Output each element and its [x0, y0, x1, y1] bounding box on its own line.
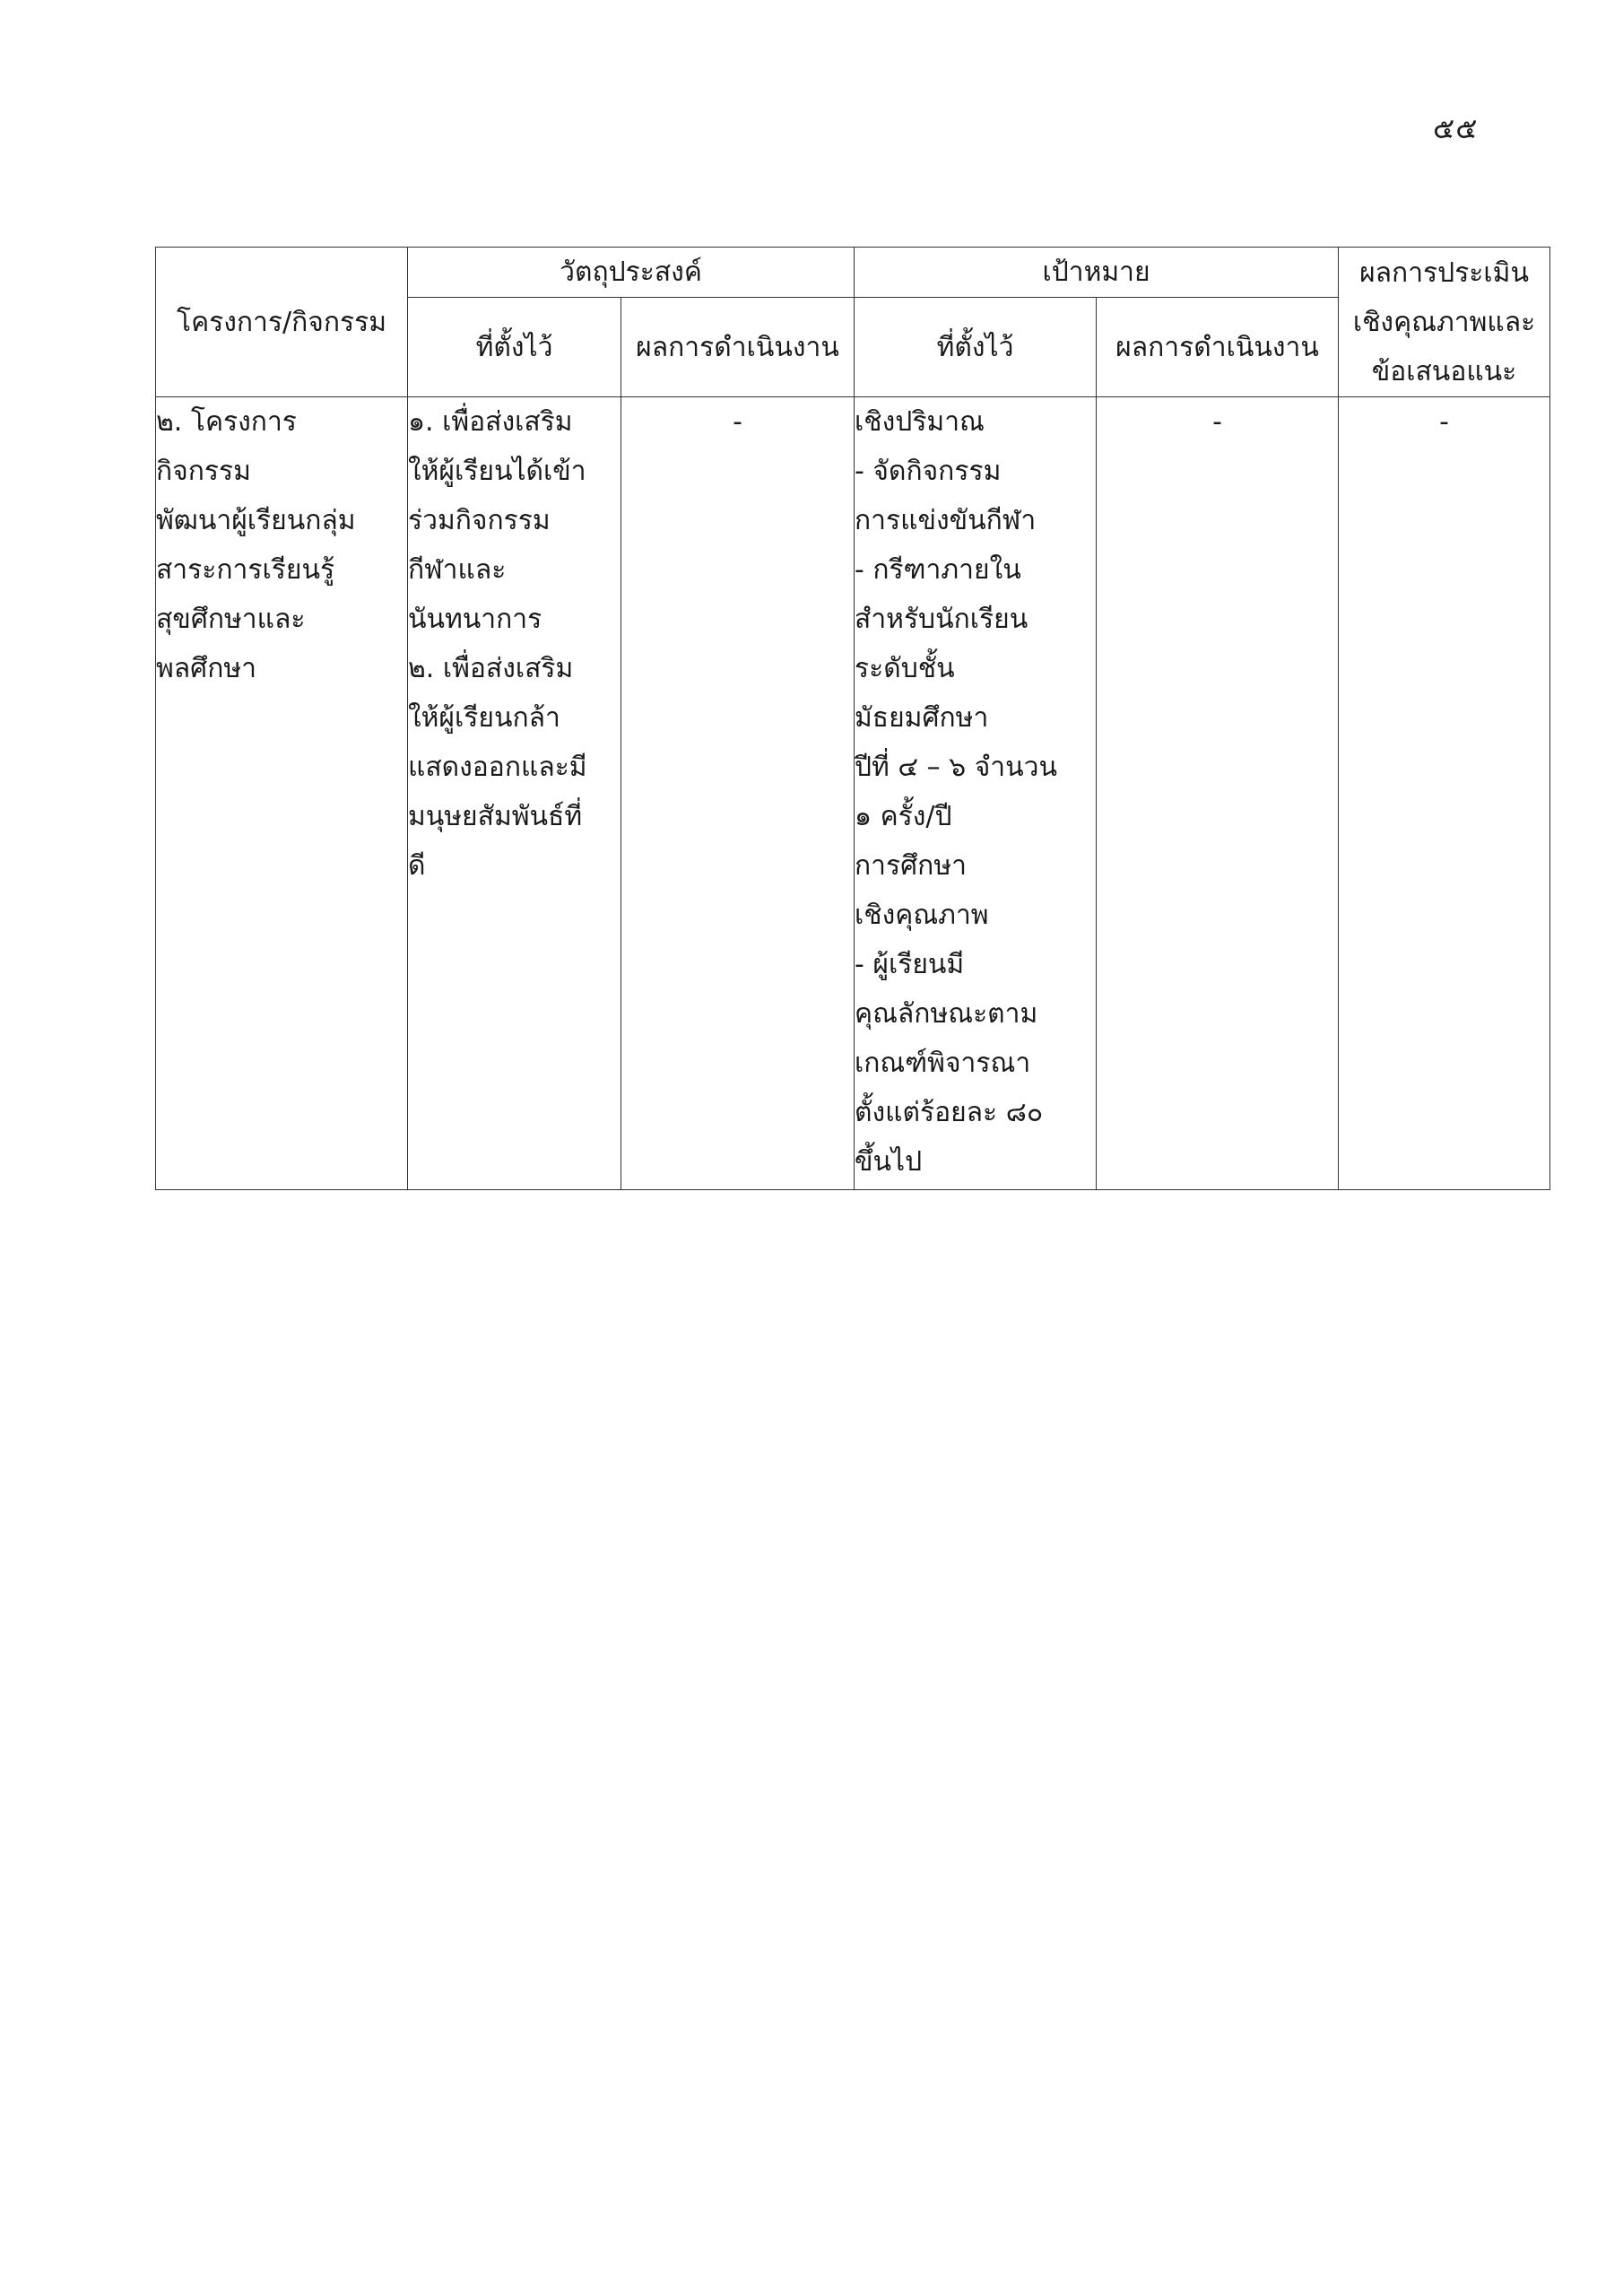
- target-line: เชิงปริมาณ: [855, 406, 985, 438]
- target-line: ๑ ครั้ง/ปี: [855, 801, 952, 832]
- cell-target-result: -: [1097, 397, 1339, 1190]
- objective-line: กีฬาและ: [408, 554, 507, 586]
- objective-line: ให้ผู้เรียนได้เข้า: [408, 456, 586, 487]
- target-line: สำหรับนักเรียน: [855, 604, 1028, 635]
- target-line: ระดับชั้น: [855, 653, 955, 684]
- header-objective-set: ที่ตั้งไว้: [408, 298, 621, 397]
- header-target: เป้าหมาย: [855, 248, 1339, 298]
- header-evaluation: [1339, 248, 1550, 397]
- header-evaluation-line: ผลการประเมิน: [1359, 257, 1529, 289]
- project-line: พลศึกษา: [156, 653, 256, 684]
- header-objective-result: ผลการดำเนินงาน: [621, 298, 855, 397]
- target-line: เชิงคุณภาพ: [855, 900, 989, 931]
- target-line: เกณฑ์พิจารณา: [855, 1048, 1031, 1079]
- project-line: สาระการเรียนรู้: [156, 554, 335, 586]
- header-project: โครงการ/กิจกรรม: [156, 248, 408, 397]
- target-line: ตั้งแต่ร้อยละ ๘๐: [855, 1097, 1044, 1128]
- objective-line: นันทนาการ: [408, 604, 542, 635]
- project-evaluation-table: [155, 247, 1550, 1190]
- objective-line: ๒. เพื่อส่งเสริม: [408, 653, 574, 684]
- page-number: ๕๕: [1433, 111, 1479, 145]
- target-line: การศึกษา: [855, 850, 967, 882]
- objective-line: แสดงออกและมี: [408, 752, 587, 783]
- target-line: - จัดกิจกรรม: [855, 456, 1002, 487]
- target-line: ขึ้นไป: [855, 1146, 923, 1178]
- cell-target-set: [855, 397, 1097, 1190]
- header-evaluation-line: เชิงคุณภาพและ: [1352, 306, 1536, 338]
- cell-evaluation: -: [1339, 397, 1550, 1190]
- header-evaluation-line: ข้อเสนอแนะ: [1371, 355, 1517, 387]
- target-line: การแข่งขันกีฬา: [855, 505, 1037, 536]
- header-target-set: ที่ตั้งไว้: [855, 298, 1097, 397]
- header-target-result: ผลการดำเนินงาน: [1097, 298, 1339, 397]
- cell-objective-set: [408, 397, 621, 1190]
- objective-line: ดี: [408, 850, 426, 882]
- target-line: มัธยมศึกษา: [855, 702, 989, 734]
- objective-line: ให้ผู้เรียนกล้า: [408, 702, 560, 734]
- target-line: - กรีฑาภายใน: [855, 554, 1021, 586]
- project-line: พัฒนาผู้เรียนกลุ่ม: [156, 505, 356, 536]
- objective-line: ร่วมกิจกรรม: [408, 505, 551, 536]
- header-objective: วัตถุประสงค์: [408, 248, 855, 298]
- objective-line: มนุษยสัมพันธ์ที่: [408, 801, 583, 832]
- project-line: ๒. โครงการ: [156, 406, 297, 438]
- header-row-group: [156, 248, 1550, 298]
- target-line: - ผู้เรียนมี: [855, 949, 965, 980]
- project-line: กิจกรรม: [156, 456, 251, 487]
- project-line: สุขศึกษาและ: [156, 604, 306, 635]
- table-row: [156, 397, 1550, 1190]
- target-line: คุณลักษณะตาม: [855, 998, 1038, 1030]
- cell-project: [156, 397, 408, 1190]
- target-line: ปีที่ ๔ – ๖ จำนวน: [855, 752, 1058, 783]
- cell-objective-result: -: [621, 397, 855, 1190]
- objective-line: ๑. เพื่อส่งเสริม: [408, 406, 573, 438]
